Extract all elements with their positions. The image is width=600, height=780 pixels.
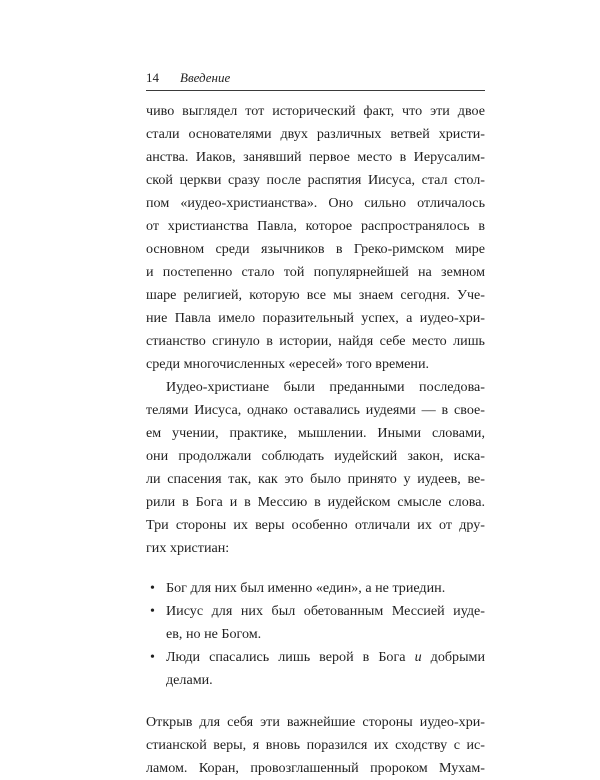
text-run: добрыми <box>421 649 486 665</box>
bullet-mark: • <box>150 649 155 665</box>
text-line: рили в Бога и в Мессию в иудейском смысле слова. <box>146 494 485 510</box>
paragraph-2 <box>146 376 485 560</box>
bullet-mark: • <box>150 580 155 596</box>
text-line: шаре религией, которую все мы знаем сегодня. Уче- <box>146 287 485 303</box>
paragraph-3 <box>146 711 485 780</box>
bullet-mark: • <box>150 603 155 619</box>
running-header <box>146 68 485 91</box>
text-line: стианство сгинуло в истории, найдя себе место лишь <box>146 333 485 349</box>
section-title: Введение <box>180 70 231 85</box>
text-line: гих христиан: <box>146 540 230 556</box>
text-line: телями Иисуса, однако оставались иудеями — в свое- <box>146 402 485 418</box>
text-line: основном среди язычников в Греко-римском мире <box>146 241 485 257</box>
text-line: Бог для них был именно «един», а не триедин. <box>166 580 446 596</box>
text-line <box>166 646 485 669</box>
text-line: анства. Иаков, занявший первое место в Иерусалим- <box>146 149 485 165</box>
text-line: ской церкви сразу после распятия Иисуса, стал стол- <box>146 172 485 188</box>
paragraph-1 <box>146 100 485 376</box>
text-line: среди многочисленных «ересей» того времени. <box>146 356 430 372</box>
text-line: от христианства Павла, которое распространялось в <box>146 218 485 234</box>
list-item <box>146 577 485 600</box>
text-line: Иудео-христиане были преданными последова- <box>166 379 485 395</box>
text-run: Люди спасались лишь верой в Бога <box>166 649 415 665</box>
bullet-list <box>146 577 485 692</box>
text-line: ли спасения так, как это было принято у иудеев, ве- <box>146 471 485 487</box>
list-item <box>146 600 485 646</box>
text-line: чиво выглядел тот исторический факт, что эти двое <box>146 103 485 119</box>
text-line: Иисус для них был обетованным Мессией иуде- <box>166 603 485 619</box>
text-line: Три стороны их веры особенно отличали их от дру- <box>146 517 485 533</box>
text-line: ние Павла имело поразительный успех, а иудео-хри- <box>146 310 485 326</box>
text-line: пом «иудео-христианства». Оно сильно отличалось <box>146 195 485 211</box>
italic-text: и <box>414 649 422 665</box>
text-line: ламом. Коран, провозглашенный пророком Мухам- <box>146 760 485 776</box>
text-line: Открыв для себя эти важнейшие стороны иудео-хри- <box>146 714 485 730</box>
text-line: они продолжали соблюдать иудейский закон, иска- <box>146 448 485 464</box>
text-line: ев, но не Богом. <box>166 626 262 642</box>
text-line: стали основателями двух различных ветвей христи- <box>146 126 485 142</box>
text-line: делами. <box>166 672 213 688</box>
list-item <box>146 646 485 692</box>
text-line: и постепенно стало той популярнейшей на земном <box>146 264 485 280</box>
page-number: 14 <box>146 70 159 85</box>
body-text <box>146 100 485 780</box>
text-line: стианской веры, я вновь поразился их сходству с ис- <box>146 737 485 753</box>
text-line: ем учении, практике, мышлении. Иными словами, <box>146 425 485 441</box>
